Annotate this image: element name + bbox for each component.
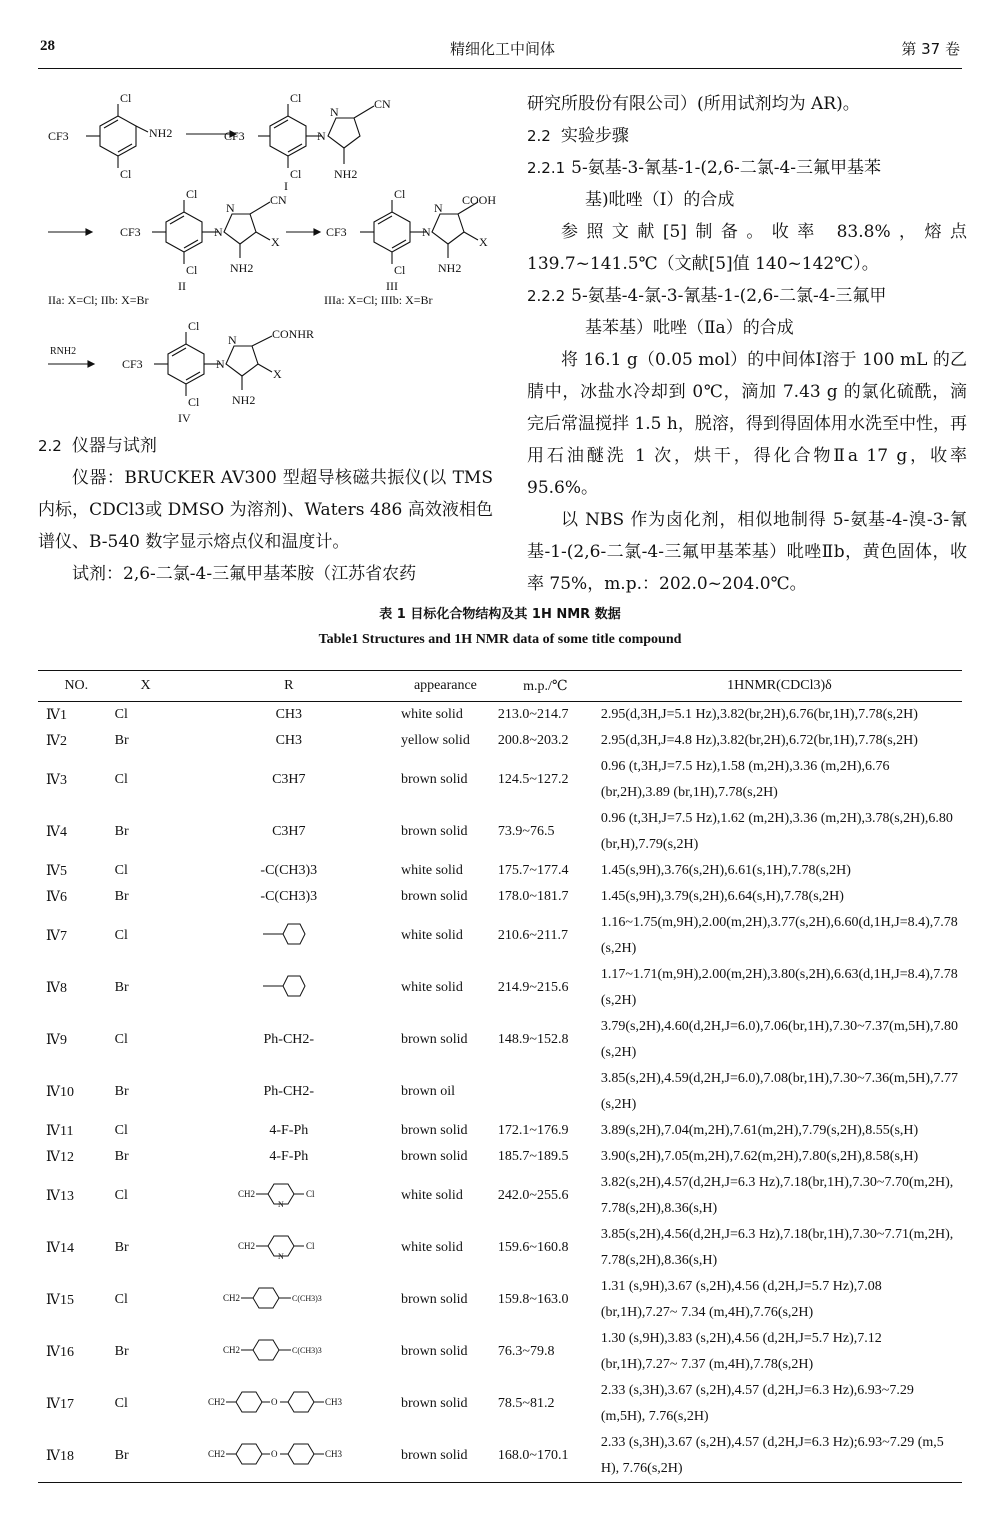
label-x: X [271, 235, 280, 249]
journal-title: 精细化工中间体 [450, 40, 556, 58]
table-row [38, 910, 962, 962]
cell-mp: 148.9~152.8 [497, 1032, 569, 1047]
cell-no: Ⅳ17 [46, 1396, 74, 1412]
cell-x: Br [111, 1430, 181, 1483]
cell-x: Cl [114, 772, 128, 787]
table-body [38, 702, 962, 1483]
table-header-row [38, 671, 962, 702]
col-appearance: appearance [397, 671, 494, 702]
cell-mp: 124.5~127.2 [497, 772, 569, 787]
subsection-heading [527, 152, 967, 184]
table-row [38, 884, 962, 910]
table-row [38, 1014, 962, 1066]
label-x: X [273, 367, 282, 381]
subsection-title: 5-氨基-4-氯-3-氰基-1-(2,6-二氯-4-三氟甲 [571, 286, 887, 306]
paragraph-s1: 参照文献[5]制备。收率 83.8%，熔点 139.7~141.5℃（文献[5]值 140~142℃）。 [527, 222, 967, 274]
cell-appearance: brown solid [400, 1123, 468, 1138]
structure-compound-iv [122, 319, 314, 425]
cell-nmr: 1.45(s,9H),3.79(s,2H),6.64(s,H),7.78(s,2H) [600, 889, 844, 904]
cell-no: Ⅳ15 [46, 1292, 74, 1308]
cell-nmr: 3.79(s,2H),4.60(d,2H,J=6.0),7.06(br,1H),7.30~7.37(m,5H),7.80 (s,2H) [600, 1019, 958, 1060]
cell-r [181, 1222, 397, 1274]
table-row [38, 1066, 962, 1118]
subsection-number: 2.2.1 [527, 159, 566, 177]
cell-no: Ⅳ13 [46, 1188, 74, 1204]
label-n: N [330, 105, 339, 119]
label-n: N [214, 225, 223, 239]
col-no: NO. [38, 671, 111, 702]
cell-x: Cl [114, 1188, 128, 1203]
cell-nmr: 1.31 (s,9H),3.67 (s,2H),4.56 (d,2H,J=5.7 Hz),7.08 (br,1H),7.27~ 7.34 (m,4H),7.76(s,2H) [600, 1279, 882, 1320]
cell-nmr: 1.30 (s,9H),3.83 (s,2H),4.56 (d,2H,J=5.7 Hz),7.12 (br,1H),7.27~ 7.37 (m,4H),7.78(s,2H) [600, 1331, 882, 1372]
cell-mp: 185.7~189.5 [497, 1149, 569, 1164]
svg-text:CH2: CH2 [222, 1292, 240, 1303]
r-structure [249, 973, 329, 999]
cell-no: Ⅳ8 [46, 980, 67, 996]
cell-nmr: 2.95(d,3H,J=5.1 Hz),3.82(br,2H),6.76(br,1H),7.78(s,2H) [600, 707, 918, 722]
cell-r: C3H7 [272, 824, 306, 839]
cell-x: Cl [114, 863, 128, 878]
right-column [527, 88, 967, 600]
table-row [38, 858, 962, 884]
r-structure [204, 1389, 374, 1415]
cell-appearance: brown solid [400, 824, 468, 839]
cell-nmr: 0.96 (t,3H,J=7.5 Hz),1.58 (m,2H),3.36 (m,2H),6.76 (br,2H),3.89 (br,1H),7.78(s,2H) [600, 759, 890, 800]
svg-text:CH2: CH2 [237, 1188, 255, 1199]
paragraph-s2-1: 将 16.1 g（0.05 mol）的中间体Ⅰ溶于 100 mL 的乙腈中，冰盐水冷却到 0℃，滴加 7.43 g 的氯化硫酰，滴完后常温搅拌 1.5 h，脱溶，得到得固体用水洗至中性，再用石油醚洗 1 次，烘干，得化合物Ⅱa 17 g，收率 95.6%。 [527, 350, 967, 498]
r-structure [219, 1285, 359, 1311]
section-number: 2.2 [527, 127, 551, 145]
svg-text:CH2: CH2 [237, 1240, 255, 1251]
cell-x: Br [114, 1344, 129, 1359]
cell-appearance: white solid [400, 928, 463, 943]
cell-r: CH3 [275, 707, 303, 722]
label-conhr: CONHR [272, 327, 315, 341]
table-caption-cn: 表 1 目标化合物结构及其 1H NMR 数据 [379, 607, 621, 622]
label-cooh: COOH [462, 193, 497, 207]
svg-text:N: N [277, 1199, 284, 1207]
label-cn: CN [270, 193, 287, 207]
r-structure [234, 1233, 344, 1259]
cell-r: CH3 [275, 733, 303, 748]
subsection-title: 5-氨基-3-氰基-1-(2,6-二氯-4-三氟甲基苯 [571, 158, 882, 178]
paragraph-reagents: 试剂：2,6-二氯-4-三氟甲基苯胺（江苏省农药 [72, 564, 417, 584]
col-r: R [181, 671, 397, 702]
cell-nmr: 2.95(d,3H,J=4.8 Hz),3.82(br,2H),6.72(br,1H),7.78(s,2H) [600, 733, 918, 748]
cell-appearance: brown oil [400, 1084, 456, 1099]
cell-r [181, 962, 397, 1014]
table-row [38, 1274, 962, 1326]
cell-appearance: brown solid [400, 1396, 468, 1411]
label-n: N [228, 333, 237, 347]
col-x: X [111, 671, 181, 702]
volume-label: 第 37 卷 [901, 40, 960, 58]
label-cf3: CF3 [120, 225, 141, 239]
table-row [38, 1430, 962, 1483]
page-header [40, 38, 960, 66]
cell-no: Ⅳ11 [46, 1123, 74, 1139]
paragraph-continued: 研究所股份有限公司）(所用试剂均为 AR)。 [527, 94, 860, 114]
label-n: N [216, 357, 225, 371]
table-row [38, 1326, 962, 1378]
table-row [38, 1222, 962, 1274]
cell-appearance: white solid [400, 980, 463, 995]
label-cl: Cl [120, 167, 132, 181]
label-nh2: NH2 [230, 261, 254, 275]
subsection-title-cont: 基苯基）吡唑（Ⅱa）的合成 [585, 318, 794, 338]
paragraph-s2-2: 以 NBS 作为卤化剂，相似地制得 5-氨基-4-溴-3-氰基-1-(2,6-二氯-4-三氟甲基苯基）吡唑Ⅱb，黄色固体，收率 75%，m.p.：202.0~204.0℃。 [527, 510, 967, 594]
label-nh2: NH2 [149, 126, 173, 140]
cell-mp: 78.5~81.2 [497, 1396, 555, 1411]
cell-appearance: brown solid [400, 889, 468, 904]
label-cf3: CF3 [122, 357, 143, 371]
cell-x: Br [114, 824, 129, 839]
label-cl: Cl [394, 187, 406, 201]
label-cl: Cl [186, 263, 198, 277]
table-row [38, 702, 962, 729]
section-number: 2.2 [38, 437, 62, 455]
cell-x: Br [114, 733, 129, 748]
cell-nmr: 1.16~1.75(m,9H),2.00(m,2H),3.77(s,2H),6.60(d,1H,J=8.4),7.78 (s,2H) [600, 915, 958, 956]
cell-nmr: 3.89(s,2H),7.04(m,2H),7.61(m,2H),7.79(s,2H),8.55(s,H) [600, 1123, 919, 1138]
cell-nmr: 0.96 (t,3H,J=7.5 Hz),1.62 (m,2H),3.36 (m,2H),3.78(s,2H),6.80 (br,H),7.79(s,2H) [600, 811, 953, 852]
subsection-number: 2.2.2 [527, 287, 566, 305]
svg-text:C(CH3)3: C(CH3)3 [291, 1345, 322, 1355]
svg-text:CH2: CH2 [207, 1396, 225, 1407]
cell-appearance: brown solid [400, 1149, 468, 1164]
cell-mp: 178.0~181.7 [497, 889, 569, 904]
cell-appearance: yellow solid [400, 733, 470, 748]
section-title: 实验步骤 [560, 126, 629, 146]
r-structure [249, 921, 329, 947]
cell-nmr: 3.85(s,2H),4.56(d,2H,J=6.3 Hz),7.18(br,1H),7.30~7.71(m,2H), 7.78(s,2H),8.36(s,H) [600, 1227, 954, 1268]
cell-no: Ⅳ5 [46, 863, 67, 879]
r-structure [234, 1181, 344, 1207]
cell-no: Ⅳ4 [46, 824, 67, 840]
compound-label-iii: III [386, 279, 398, 293]
cell-mp: 242.0~255.6 [497, 1188, 569, 1203]
label-n: N [226, 201, 235, 215]
cell-appearance: brown solid [400, 1344, 468, 1359]
subsection-title-cont: 基)吡唑（Ⅰ）的合成 [585, 190, 735, 210]
cell-appearance: white solid [400, 863, 463, 878]
svg-text:O: O [270, 1448, 278, 1459]
cell-nmr: 3.85(s,2H),4.59(d,2H,J=6.0),7.08(br,1H),7.30~7.36(m,5H),7.77 (s,2H) [600, 1071, 958, 1112]
cell-no: Ⅳ12 [46, 1149, 74, 1165]
table-row [38, 1144, 962, 1170]
label-cl: Cl [188, 319, 200, 333]
nmr-table [38, 670, 962, 1483]
cell-mp: 172.1~176.9 [497, 1123, 569, 1138]
label-cf3: CF3 [224, 129, 245, 143]
table-row [38, 962, 962, 1014]
svg-text:N: N [277, 1251, 284, 1259]
cell-no: Ⅳ14 [46, 1240, 74, 1256]
arrow-head-4 [88, 361, 94, 367]
label-nh2: NH2 [334, 167, 358, 181]
svg-text:C(CH3)3: C(CH3)3 [291, 1293, 322, 1303]
cell-r: 4-F-Ph [269, 1149, 309, 1164]
cell-x: Br [114, 1149, 129, 1164]
cell-r [181, 1170, 397, 1222]
col-mp: m.p./℃ [494, 671, 597, 702]
svg-text:CH3: CH3 [324, 1448, 342, 1459]
label-x: X [479, 235, 488, 249]
cell-r: Ph-CH2- [263, 1032, 315, 1047]
arrow-head-3 [314, 229, 320, 235]
cell-x: Cl [114, 707, 128, 722]
page-number: 28 [40, 38, 55, 54]
cell-no: Ⅳ10 [46, 1084, 74, 1100]
svg-text:CH2: CH2 [207, 1448, 225, 1459]
structure-aniline [48, 92, 172, 181]
structure-compound-i [224, 92, 391, 193]
cell-no: Ⅳ7 [46, 928, 67, 944]
compound-label-i: I [284, 179, 288, 193]
structure-compound-iii [324, 187, 496, 307]
svg-text:Cl: Cl [305, 1240, 315, 1251]
cell-x: Br [114, 980, 129, 995]
cell-mp: 159.8~163.0 [497, 1292, 569, 1307]
cell-x: Br [114, 1084, 129, 1099]
cell-appearance: brown solid [400, 1032, 468, 1047]
label-cl: Cl [290, 92, 302, 105]
label-cl: Cl [186, 187, 198, 201]
cell-no: Ⅳ3 [46, 772, 67, 788]
cell-mp: 159.6~160.8 [497, 1240, 569, 1255]
cell-x: Cl [114, 1032, 128, 1047]
cell-r [181, 1274, 397, 1326]
cell-r: Ph-CH2- [263, 1084, 315, 1099]
table-caption-en: Table1 Structures and 1H NMR data of some title compound [318, 632, 682, 647]
compound-label-iv: IV [178, 411, 191, 425]
table-row [38, 1378, 962, 1430]
cell-no: Ⅳ9 [46, 1032, 67, 1048]
cell-x: Cl [114, 928, 128, 943]
table-row [38, 754, 962, 806]
r-structure [219, 1337, 359, 1363]
cell-r: C3H7 [272, 772, 306, 787]
label-cl: Cl [120, 92, 132, 105]
section-title: 仪器与试剂 [71, 436, 157, 456]
cell-mp: 200.8~203.2 [497, 733, 569, 748]
cell-nmr: 3.82(s,2H),4.57(d,2H,J=6.3 Hz),7.18(br,1H),7.30~7.70(m,2H), 7.78(s,2H),8.36(s,H) [600, 1175, 954, 1216]
left-column [38, 430, 493, 590]
cell-mp: 210.6~211.7 [497, 928, 568, 943]
paragraph-instruments: 仪器：BRUCKER AV300 型超导核磁共振仪(以 TMS 内标，CDCl3或 DMSO 为溶剂)、Waters 486 高效液相色谱仪、B-540 数字显示熔点仪和温度计。 [38, 468, 493, 552]
cell-r: -C(CH3)3 [260, 889, 318, 904]
cell-mp: 213.0~214.7 [497, 707, 569, 722]
header-rule [38, 68, 962, 69]
cell-x: Cl [114, 1396, 128, 1411]
cell-r: -C(CH3)3 [260, 863, 318, 878]
table-row [38, 1118, 962, 1144]
cell-r [181, 1430, 397, 1483]
label-cl: Cl [188, 395, 200, 409]
cell-mp [494, 1066, 597, 1118]
cell-r [181, 1378, 397, 1430]
label-n: N [422, 225, 431, 239]
cell-no: Ⅳ6 [46, 889, 67, 905]
cell-appearance: white solid [400, 1240, 463, 1255]
cell-appearance: brown solid [400, 1292, 468, 1307]
arrow-head-2 [86, 229, 92, 235]
section-heading [527, 120, 967, 152]
col-nmr: 1HNMR(CDCl3)δ [597, 671, 962, 702]
svg-text:CH3: CH3 [324, 1396, 342, 1407]
label-cn: CN [374, 97, 391, 111]
label-n: N [434, 201, 443, 215]
r-structure [204, 1441, 374, 1467]
cell-x: Cl [114, 1292, 128, 1307]
section-heading [38, 430, 493, 462]
cell-appearance: brown solid [397, 1430, 494, 1483]
compound-note-ii: IIa: X=Cl; IIb: X=Br [48, 293, 149, 307]
cell-r [181, 910, 397, 962]
label-cf3: CF3 [326, 225, 347, 239]
cell-x: Cl [114, 1123, 128, 1138]
cell-nmr: 3.90(s,2H),7.05(m,2H),7.62(m,2H),7.80(s,2H),8.58(s,H) [600, 1149, 919, 1164]
cell-appearance: brown solid [400, 772, 468, 787]
cell-r [181, 1326, 397, 1378]
table-row [38, 1170, 962, 1222]
cell-mp: 73.9~76.5 [497, 824, 555, 839]
table-row [38, 728, 962, 754]
cell-no: Ⅳ16 [46, 1344, 74, 1360]
cell-r: 4-F-Ph [269, 1123, 309, 1138]
label-nh2: NH2 [438, 261, 462, 275]
label-nh2: NH2 [232, 393, 256, 407]
cell-nmr: 2.33 (s,3H),3.67 (s,2H),4.57 (d,2H,J=6.3 Hz),6.93~7.29 (m,5H), 7.76(s,2H) [600, 1383, 914, 1424]
cell-mp: 175.7~177.4 [497, 863, 569, 878]
cell-appearance: white solid [400, 707, 463, 722]
cell-no: Ⅳ1 [46, 707, 67, 723]
label-n: N [317, 129, 326, 143]
cell-mp: 214.9~215.6 [497, 980, 569, 995]
subsection-heading [527, 280, 967, 312]
cell-x: Br [114, 1240, 129, 1255]
cell-mp: 168.0~170.1 [494, 1430, 597, 1483]
compound-note-iii: IIIa: X=Cl; IIIb: X=Br [324, 293, 433, 307]
cell-nmr: 1.45(s,9H),3.76(s,2H),6.61(s,1H),7.78(s,2H) [600, 863, 851, 878]
compound-label-ii: II [178, 279, 186, 293]
svg-text:O: O [270, 1396, 278, 1407]
label-cf3: CF3 [48, 129, 69, 143]
label-cl: Cl [394, 263, 406, 277]
label-cl: Cl [290, 167, 302, 181]
cell-nmr: 2.33 (s,3H),3.67 (s,2H),4.57 (d,2H,J=6.3 Hz);6.93~7.29 (m,5 H), 7.76(s,2H) [597, 1430, 962, 1483]
table-row [38, 806, 962, 858]
svg-text:Cl: Cl [305, 1188, 315, 1199]
svg-text:CH2: CH2 [222, 1344, 240, 1355]
cell-mp: 76.3~79.8 [497, 1344, 555, 1359]
structure-compound-ii [48, 187, 287, 307]
reaction-scheme [38, 92, 508, 432]
cell-no: Ⅳ18 [38, 1430, 111, 1483]
cell-no: Ⅳ2 [46, 733, 67, 749]
reagent-rnh2: RNH2 [50, 346, 77, 357]
cell-x: Br [114, 889, 129, 904]
cell-appearance: white solid [400, 1188, 463, 1203]
cell-nmr: 1.17~1.71(m,9H),2.00(m,2H),3.80(s,2H),6.63(d,1H,J=8.4),7.78 (s,2H) [600, 967, 958, 1008]
